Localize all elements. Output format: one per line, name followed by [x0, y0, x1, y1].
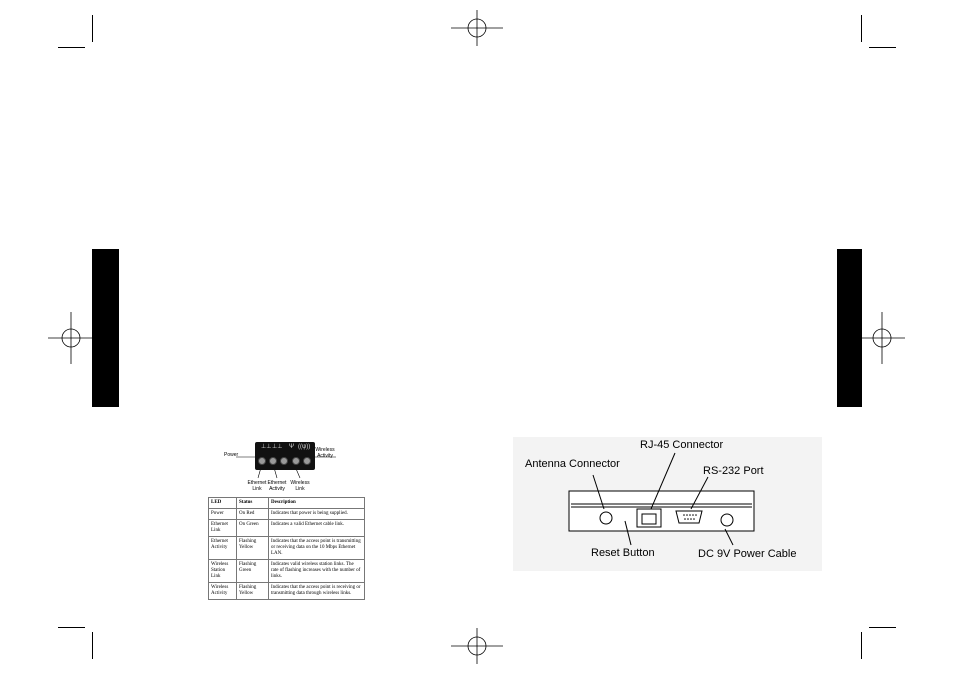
antenna-icon: Ψ [289, 444, 295, 450]
cell-status: On Red [237, 509, 269, 520]
reset-button-label: Reset Button [591, 547, 655, 559]
left-side-tab [92, 249, 119, 407]
wireless-activity-label: Wireless Activity [315, 447, 335, 459]
cell-status: On Green [237, 520, 269, 537]
ethernet-link-label: Ethernet Link [247, 480, 267, 492]
antenna-connector-label: Antenna Connector [525, 458, 620, 470]
led-table [208, 497, 365, 600]
ethernet-activity-led [280, 457, 288, 465]
header-led: LED [209, 498, 237, 509]
wireless-activity-led [303, 457, 311, 465]
cell-led: Wireless Activity [209, 583, 237, 600]
header-status: Status [237, 498, 269, 509]
ethernet-link-led [269, 457, 277, 465]
device-rear-diagram [513, 437, 822, 571]
table-row [209, 560, 365, 583]
cell-status: Flashing Green [237, 560, 269, 583]
power-led [258, 457, 266, 465]
cell-description: Indicates a valid Ethernet cable link. [269, 520, 365, 537]
cell-led: Wireless Station Link [209, 560, 237, 583]
rj45-label: RJ-45 Connector [640, 439, 724, 451]
cell-status: Flashing Yellow [237, 537, 269, 560]
table-row [209, 509, 365, 520]
cell-led: Ethernet Activity [209, 537, 237, 560]
cell-led: Power [209, 509, 237, 520]
dc-power-label: DC 9V Power Cable [698, 548, 797, 560]
cell-description: Indicates that the access point is receiving or transmitting data through wireless links. [269, 583, 365, 600]
table-row [209, 520, 365, 537]
cell-status: Flashing Yellow [237, 583, 269, 600]
cell-led: Ethernet Link [209, 520, 237, 537]
wireless-activity-icon: ((ψ)) [298, 444, 311, 450]
header-description: Description [269, 498, 365, 509]
rs232-label: RS-232 Port [703, 465, 764, 477]
led-panel [255, 442, 315, 470]
wireless-link-label: Wireless Link [290, 480, 310, 492]
table-row [209, 537, 365, 560]
ethernet-activity-icon: ⊥⊥ [272, 444, 283, 450]
cell-description: Indicates valid wireless station links. The rate of flashing increases with the number of links. [269, 560, 365, 583]
power-label: Power [224, 452, 239, 458]
ethernet-icon: ⊥⊥ [261, 444, 272, 450]
wireless-link-led [292, 457, 300, 465]
ethernet-activity-label: Ethernet Activity [267, 480, 287, 492]
table-header-row [209, 498, 365, 509]
cell-description: Indicates that power is being supplied. [269, 509, 365, 520]
cell-description: Indicates that the access point is transmitting or receiving data on the 10 Mbps Ethernet LAN. [269, 537, 365, 560]
right-side-tab [837, 249, 862, 407]
table-row [209, 583, 365, 600]
